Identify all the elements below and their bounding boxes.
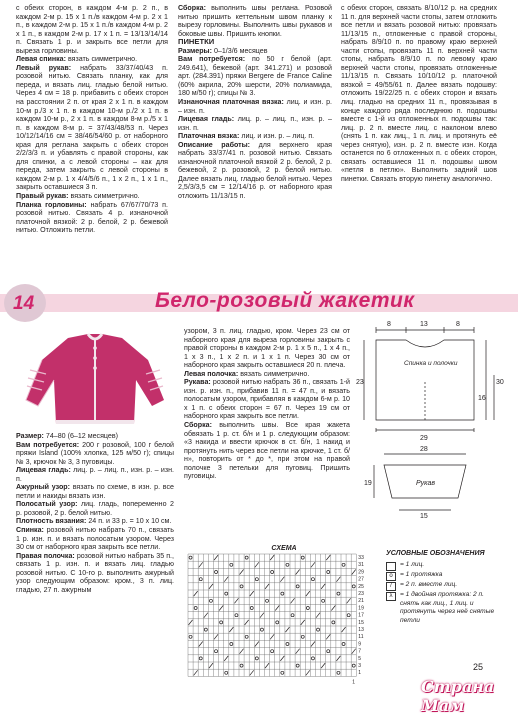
paragraph-heading: Описание работы:	[178, 140, 251, 149]
col2-paragraph: ПИНЕТКИ	[178, 37, 215, 47]
col5-paragraph	[184, 378, 350, 421]
col1-paragraph	[16, 64, 168, 192]
legend-symbol-knit	[386, 562, 396, 571]
legend-symbol-double-decrease: λ	[386, 592, 396, 601]
schema-k2tog	[280, 656, 284, 661]
schema-yarnover	[220, 621, 223, 624]
schema-k2tog	[352, 649, 356, 654]
schema-k2tog	[301, 620, 305, 625]
schema-yarnover	[215, 650, 218, 653]
paragraph-heading: Лицевая гладь:	[178, 115, 235, 124]
paragraph-heading: Левый рукав:	[16, 63, 72, 72]
schema-k2tog	[214, 634, 218, 639]
paragraph-heading: Размер:	[16, 432, 44, 440]
legend	[386, 550, 502, 625]
paragraph-text: по 50 г белой (арт. 249.641), бежевой (арт. 341.271) и розовой арт. (284.391) пряжи Bergere de France Caline (60% акрила, 20% шерсти, 20% полиамида, 180 м/50 г); спицы № 3.	[178, 55, 332, 98]
schema-k2tog	[240, 570, 244, 575]
schema-k2tog	[311, 642, 315, 647]
paragraph-text: лиц. и изн. р. – изн. п.	[178, 98, 332, 115]
schema-row-label: 1	[358, 670, 362, 677]
paragraph-text: лиц. гладь, попеременно 2 р. розовой, 2 р. белой нитью.	[16, 500, 174, 517]
schema-grid	[186, 552, 382, 686]
schema-yarnover	[276, 621, 279, 624]
schema-k2tog	[240, 649, 244, 654]
paragraph-text: с обеих сторон, связать 8/10/12 р. на средних 11 п. для верхней части стопы, затем отложить все петли и вязать розовой нитью: провязать 11/13/15 п., отложенные с правой стороны, набрать 8/9/10 п. по правому краю верхней части стопы, провязать 11 п. верхней части стопы, набрать 8/9/10 п. по левому краю верхней части стопы, провязать отложенные 11/13/15 п. Связать 10/10/12 р. платочной вязкой = 49/55/61 п. Далее вязать подошву: отложить 19/22/25 п. с обеих сторон и вязать лиц. гладью на средних 11 п., провязывая в конце каждого ряда последнюю п. подошвы вместе с 1-й из отложенных п. подошвы так: лиц. р. 2 п. вместе лиц. с наклоном влево (снять 1 п. как лиц., 1 п. лиц. и протянуть её через снятую), изн. р. 2 п. вместе изн. Когда останется по 6 отложенных п. с обеих сторон, связать оставшиеся 11 п. подошвы швом «петля в петлю». Выполнить задний шов пинетки. Связать вторую пинетку аналогично.	[341, 4, 497, 183]
col4-paragraph	[16, 441, 174, 467]
col2-paragraph	[178, 141, 332, 201]
paragraph-heading: Рукава:	[184, 378, 211, 387]
schema-yarnover	[311, 578, 314, 581]
col2-paragraph	[178, 47, 332, 56]
col2-paragraph	[178, 98, 332, 115]
schema-row-label: 3	[358, 663, 362, 669]
dim-bottom: 29	[420, 435, 428, 442]
schema-k2tog	[291, 598, 295, 603]
schema-yarnover	[230, 643, 233, 646]
schema-k2tog	[229, 627, 233, 632]
schema-k2tog	[352, 570, 356, 575]
schema-row-label: 23	[358, 591, 364, 597]
legend-item-2: o = 1 протяжка	[386, 571, 502, 581]
schema-k2tog	[285, 627, 289, 632]
paragraph-text: вязать симметрично.	[68, 192, 140, 201]
schema-k2tog	[326, 634, 330, 639]
col2-paragraph	[178, 115, 332, 132]
paragraph-text: лиц. и изн. р. – лиц. п.	[239, 132, 315, 141]
paragraph-text: выполнить швы. Все края жакета обвязать 1 р. ст. б/н и 1 р. следующим образом: «3 накида и ввести крючок в ст. б/н, 1 накид и протянуть нить через все петли на крючке, 1 ст. б/н», повторить от * до *, при этом на правой полочке 3 петельки для пуговиц. Пришить пуговицы.	[184, 421, 350, 481]
dim-top-1: 8	[387, 321, 391, 328]
schema-k2tog	[275, 606, 279, 611]
col4-paragraph	[16, 517, 174, 526]
schema-yarnover	[347, 614, 350, 617]
schema-yarnover	[296, 585, 299, 588]
schema-k2tog	[199, 562, 203, 567]
schema-k2tog	[204, 613, 208, 618]
paragraph-heading: Размеры:	[178, 46, 212, 55]
paragraph-heading: Изнаночная платочная вязка:	[178, 98, 284, 107]
schema-row-label: 33	[358, 555, 364, 561]
col1-paragraph	[16, 192, 168, 201]
schema-col-label: 1	[352, 679, 356, 686]
pattern-title: Бело-розовый жакетик	[155, 289, 415, 312]
schema-k2tog	[199, 642, 203, 647]
paragraph-text: с обеих сторон, в каждом 4-м р. 2 п., в каждом 2-м р. 15 х 1 п./в каждом 4-м р. 2 х 1 п., в каждом 2-м р. 15 х 1 п./в каждом 4-м р. 2 х 1 п., в каждом 2-м р. 17 х 1 п. = 13/13/14/14 п. Связать 1 р. и закрыть все петли для выреза горловины.	[16, 4, 168, 55]
paragraph-heading: Вам потребуется:	[178, 55, 246, 64]
schema-k2tog	[306, 670, 310, 675]
schema-yarnover	[337, 671, 340, 674]
schema-k2tog	[265, 663, 269, 668]
schema-yarnover	[266, 599, 269, 602]
col4-paragraph	[16, 526, 174, 552]
schema-yarnover	[240, 585, 243, 588]
schema-row-label: 17	[358, 612, 364, 619]
legend-item-4: λ = 1 двойная протяжка: 2 п. снять как лиц., 1 лиц. и протянуть через неё снятые петли	[386, 591, 502, 625]
dim-height-3: 30	[496, 379, 504, 386]
paragraph-heading: Сборка:	[178, 4, 206, 12]
schema-yarnover	[260, 628, 263, 631]
schema-k2tog	[336, 656, 340, 661]
schema-yarnover	[281, 671, 284, 674]
paragraph-heading: Ажурный узор:	[16, 483, 70, 492]
schema-yarnover	[317, 628, 320, 631]
schema-row-label: 25	[358, 583, 364, 590]
paragraph-text: 0–1/3/6 месяцев	[211, 46, 268, 55]
paragraph-heading: Правая полочка:	[16, 551, 75, 560]
schema-row-label: 27	[358, 576, 364, 583]
schema-row-label: 29	[358, 569, 364, 576]
paragraph-heading: Сборка:	[184, 421, 212, 430]
schema-k2tog	[336, 577, 340, 582]
schema-yarnover	[199, 578, 202, 581]
schema-yarnover	[215, 571, 218, 574]
col2-paragraph	[178, 132, 332, 141]
schema-k2tog	[311, 562, 315, 567]
schema-k2tog	[306, 591, 310, 596]
schema-yarnover	[209, 599, 212, 602]
col2-paragraph	[178, 4, 332, 38]
schema-yarnover	[225, 671, 228, 674]
paragraph-text: вязать по схеме, в изн. р. все петли и накиды вязать изн.	[16, 483, 174, 500]
text-column-2	[178, 4, 332, 201]
schema-row-label: 31	[358, 562, 364, 569]
schema-yarnover	[352, 585, 355, 588]
schema-k2tog	[260, 613, 264, 618]
schema-k2tog	[224, 577, 228, 582]
legend-symbol-k2tog: /	[386, 582, 396, 591]
text-column-5	[184, 327, 350, 481]
schema-yarnover	[332, 621, 335, 624]
paragraph-heading: Левая полочка:	[184, 369, 239, 378]
paragraph-heading: Полосатый узор:	[16, 500, 78, 509]
schema-title: СХЕМА	[271, 545, 297, 552]
schema-k2tog	[255, 562, 259, 567]
schema-yarnover	[199, 657, 202, 660]
schema-yarnover	[352, 664, 355, 667]
schema-k2tog	[255, 642, 259, 647]
schema-k2tog	[250, 591, 254, 596]
legend-item-3: / = 2 п. вместе лиц.	[386, 581, 502, 591]
col4-paragraph	[16, 552, 174, 595]
text-column-1	[16, 4, 168, 235]
paragraph-text: 200 г розовой, 100 г белой пряжи Island (100% хлопка, 125 м/50 г); спицы № 3, крючок № 3, 3 пуговицы.	[16, 440, 174, 466]
schema-yarnover	[271, 571, 274, 574]
paragraph-text: вязать симметрично.	[65, 55, 138, 64]
schema-k2tog	[321, 663, 325, 668]
schema-yarnover	[327, 571, 330, 574]
schema-row-label: 7	[358, 648, 362, 655]
paragraph-heading: Левая спинка:	[16, 55, 66, 64]
col4-paragraph	[16, 500, 174, 517]
dim-height-2: 16	[478, 395, 486, 402]
schema-k2tog	[189, 620, 193, 625]
schema-k2tog	[296, 570, 300, 575]
paragraph-heading: Планка горловины:	[16, 200, 87, 209]
schema-yarnover	[245, 556, 248, 559]
paragraph-text: узором, 3 п. лиц. гладью, кром. Через 23 см от наборного края для выреза горловины закрыть с правой стороны в каждом 2-м р. 1 х 5 п., 1 х 4 п., 1 х 3 п., 1 х 2 п. и 1 х 1 п. Через 30 см от наборного края закрыть оставшиеся 20 п. плеча.	[184, 327, 350, 370]
paragraph-heading: Платочная вязка:	[178, 132, 240, 141]
pattern-number: 14	[13, 293, 35, 314]
schema-yarnover	[301, 556, 304, 559]
col3-paragraph	[341, 4, 497, 183]
paragraph-text: вязать симметрично.	[238, 369, 310, 378]
paragraph-text: лиц. р. – лиц. п., изн. р. – изн. п.	[16, 466, 174, 483]
schema-yarnover	[189, 556, 192, 559]
schema-k2tog	[280, 577, 284, 582]
schema-yarnover	[327, 650, 330, 653]
legend-symbol-yarnover: o	[386, 572, 396, 581]
schema-yarnover	[342, 563, 345, 566]
schema-row-label: 5	[358, 655, 362, 662]
schema-k2tog	[209, 584, 213, 589]
schema-row-label: 13	[358, 627, 364, 633]
text-column-3	[341, 4, 497, 183]
schema-yarnover	[255, 657, 258, 660]
paragraph-text: для верхнего края набрать 33/37/41 п. розовой нитью. Связать изнаночной платочной вязкой 2 р. белой, 2 р. бежевой, 2 р. розовой, 2 р. белой нитью. Далее вязать лиц. гладью белой нитью. Через 2,5/3/3,5 см = 12/14/16 р. от наборного края отложить 11/13/15 п.	[178, 140, 333, 201]
paragraph-heading: Спинка:	[16, 526, 44, 535]
paragraph-text: набрать 67/67/70/73 п. розовой нитью. Связать 4 р. изнаночной платочной вязкой: 2 р. белой, 2 р. бежевой нитью. Отложить петли.	[16, 200, 168, 235]
schema-yarnover	[235, 614, 238, 617]
schema-yarnover	[225, 592, 228, 595]
schema-k2tog	[209, 663, 213, 668]
text-column-4	[16, 432, 174, 594]
paragraph-heading: Правый рукав:	[16, 192, 69, 201]
schema-yarnover	[240, 664, 243, 667]
dim-sleeve-height: 19	[364, 480, 372, 487]
col4-paragraph	[16, 483, 174, 500]
schema-row-label: 19	[358, 605, 364, 612]
paragraph-text: 74–80 (6–12 месяцев)	[43, 432, 118, 440]
schema-yarnover	[245, 635, 248, 638]
dim-sleeve-top: 28	[420, 446, 428, 453]
col4-paragraph	[16, 432, 174, 441]
schema-row-label: 15	[358, 619, 364, 626]
schema-k2tog	[250, 670, 254, 675]
schema-k2tog	[316, 613, 320, 618]
paragraph-text: розовой нитью набрать 35 п., связать 1 р. изн. п. и вязать лиц. гладью розовой нитью. С 10-го р. выполнить ажурный узор следующим образом: кром., 3 п. лиц. гладью, 27 п. ажурным	[16, 551, 175, 594]
dim-height-1: 23	[356, 379, 364, 386]
schema-row-label: 9	[358, 641, 362, 648]
schema-row-label: 11	[358, 634, 364, 641]
schema-k2tog	[342, 627, 346, 632]
body-label: Спинка и полочки	[404, 360, 458, 367]
dim-top-2: 13	[420, 321, 428, 328]
schema-yarnover	[296, 664, 299, 667]
paragraph-text: 24 п. и 33 р. = 10 х 10 см.	[86, 517, 172, 526]
schema-yarnover	[281, 592, 284, 595]
schema-row-label: 21	[358, 598, 364, 605]
schema-k2tog	[214, 555, 218, 560]
schema-yarnover	[271, 650, 274, 653]
schema-yarnover	[306, 607, 309, 610]
page-number: 25	[473, 662, 484, 672]
knit-schema	[186, 545, 382, 687]
col4-paragraph	[16, 466, 174, 483]
schema-k2tog	[245, 620, 249, 625]
schema-k2tog	[270, 634, 274, 639]
schema-yarnover	[301, 635, 304, 638]
schema-k2tog	[265, 584, 269, 589]
col1-paragraph	[16, 4, 168, 55]
schema-k2tog	[219, 606, 223, 611]
schema-yarnover	[230, 563, 233, 566]
paragraph-heading: Плотность вязания:	[16, 517, 87, 526]
dim-sleeve-bottom: 15	[420, 513, 428, 520]
schema-yarnover	[194, 607, 197, 610]
schema-k2tog	[234, 598, 238, 603]
schema-yarnover	[204, 628, 207, 631]
schema-k2tog	[270, 555, 274, 560]
schema-yarnover	[189, 635, 192, 638]
pattern-diagram	[354, 320, 504, 520]
schema-yarnover	[291, 614, 294, 617]
paragraph-text: набрать 33/37/40/43 п. розовой нитью. Связать планку, как для переда, и вязать лиц. гладью белой нитью. Через 4 см = 18 р. прибавить с обеих сторон на расстоянии 2 п. от края 2 х 1 п. в каждом 10-м р./3 х 1 п. в каждом 10-м р./2 х 1 п. в каждом 10-м р., 2 х 1 п. в каждом 8-м р./5 х 1 п. в каждом 8-м р. = 37/43/48/53 п. Через 10/12/14/16 см = 38/46/54/60 р. от наборного края для реглана закрыть с обеих сторон 2/2/3/3 п. и убавлять с правой стороны, как для спинки, а с левой стороны – как для переда, затем закрыть с левой стороны в каждом 2-м р. 1 х 4/4/5/6 п., 1 х 2 п., 1 х 1 п., закрыть оставшиеся 3 п.	[16, 63, 168, 192]
paragraph-text: розовой нитью набрать 70 п., связать 1 р. изн. п. и вязать полосатым узором. Через 30 см от наборного края закрыть все петли.	[16, 526, 174, 552]
schema-yarnover	[255, 578, 258, 581]
paragraph-heading: Лицевая гладь:	[16, 466, 71, 475]
schema-yarnover	[342, 643, 345, 646]
schema-k2tog	[224, 656, 228, 661]
schema-k2tog	[331, 606, 335, 611]
schema-k2tog	[194, 670, 198, 675]
schema-k2tog	[321, 584, 325, 589]
schema-yarnover	[322, 599, 325, 602]
schema-yarnover	[286, 643, 289, 646]
schema-yarnover	[250, 607, 253, 610]
paragraph-heading: Вам потребуется:	[16, 440, 80, 449]
schema-yarnover	[337, 592, 340, 595]
col1-paragraph	[16, 55, 168, 64]
dim-top-3: 8	[456, 321, 460, 328]
schema-yarnover	[286, 563, 289, 566]
col5-paragraph	[184, 327, 350, 370]
legend-title: УСЛОВНЫЕ ОБОЗНАЧЕНИЯ	[386, 550, 485, 557]
paragraph-text: лиц. р. – лиц. п., изн. р. – изн. п.	[178, 115, 332, 132]
schema-k2tog	[296, 649, 300, 654]
sleeve-label: Рукав	[416, 480, 436, 487]
schema-k2tog	[326, 555, 330, 560]
schema-k2tog	[194, 591, 198, 596]
schema-k2tog	[347, 598, 351, 603]
paragraph-text: выполнить швы реглана. Розовой нитью пришить кеттельным швом планку к вырезу горловины. Выполнить швы рукавов и боковые швы. Пришить кнопки.	[178, 4, 332, 38]
col1-paragraph	[16, 201, 168, 235]
col5-paragraph	[184, 370, 350, 379]
site-watermark: Страна Мам	[421, 677, 495, 715]
legend-item-1: = 1 лиц.	[386, 561, 502, 571]
col2-paragraph	[178, 55, 332, 98]
paragraph-text: розовой нитью набрать 36 п., связать 1-й изн. р. изн. п., прибавив 11 п. = 47 п., и вязать полосатым узором, прибавляя в каждом 6-м р. 10 х 1 п. с обеих сторон = 67 п. Через 19 см от наборного края закрыть все петли.	[184, 378, 350, 421]
col5-paragraph	[184, 421, 350, 481]
jacket-photo	[16, 330, 174, 430]
schema-yarnover	[311, 657, 314, 660]
